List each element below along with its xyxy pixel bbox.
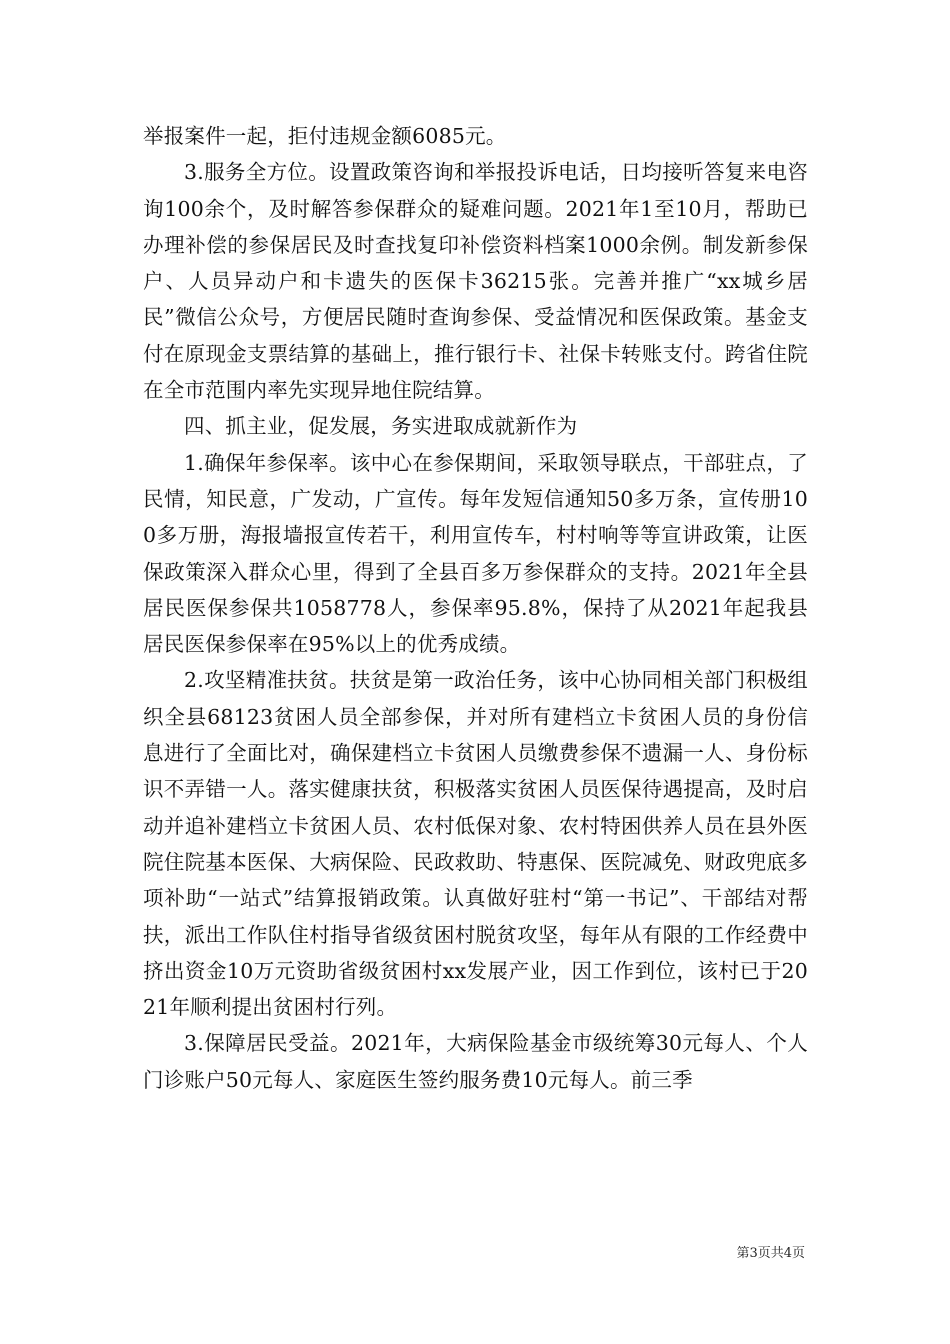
paragraph-continuation: 举报案件一起，拒付违规金额6085元。 — [143, 124, 507, 148]
paragraph-service: 3.服务全方位。设置政策咨询和举报投诉电话，日均接听答复来电咨询100余个，及时解答参保群众的疑难问题。2021年1至10月，帮助已办理补偿的参保居民及时查找复印补偿资料档案1000余例。制发新参保户、人员异动户和卡遗失的医保卡36215张。完善并推广“xx城乡居民”微信公众号，方便居民随时查询参保、受益情况和医保政策。基金支付在原现金支票结算的基础上，推行银行卡、社保卡转账支付。跨省住院在全市范围内率先实现异地住院结算。 — [143, 160, 808, 403]
document-body — [143, 118, 808, 1098]
page-number: 第3页共4页 — [736, 1246, 805, 1261]
section-heading: 四、抓主业，促发展，务实进取成就新作为 — [184, 414, 578, 439]
paragraph-benefit: 3.保障居民受益。2021年，大病保险基金市级统筹30元每人、个人门诊账户50元每人、家庭医生签约服务费10元每人。前三季 — [143, 1031, 808, 1092]
paragraph-enrollment: 1.确保年参保率。该中心在参保期间，采取领导联点，干部驻点，了民情，知民意，广发动，广宣传。每年发短信通知50多万条，宣传册100多万册，海报墙报宣传若干，利用宣传车，村村响等等宣讲政策，让医保政策深入群众心里，得到了全县百多万参保群众的支持。2021年全县居民医保参保共1058778人，参保率95.8%，保持了从2021年起我县居民医保参保率在95%以上的优秀成绩。 — [143, 450, 808, 657]
paragraph-poverty: 2.攻坚精准扶贫。扶贫是第一政治任务，该中心协同相关部门积极组织全县68123贫困人员全部参保，并对所有建档立卡贫困人员的身份信息进行了全面比对，确保建档立卡贫困人员缴费参保不遗漏一人、身份标识不弄错一人。落实健康扶贫，积极落实贫困人员医保待遇提高，及时启动并追补建档立卡贫困人员、农村低保对象、农村特困供养人员在县外医院住院基本医保、大病保险、民政救助、特惠保、医院减免、财政兜底多项补助“一站式”结算报销政策。认真做好驻村“第一书记”、干部结对帮扶，派出工作队住村指导省级贫困村脱贫攻坚，每年从有限的工作经费中挤出资金10万元资助省级贫困村xx发展产业，因工作到位，该村已于2021年顺利提出贫困村行列。 — [143, 668, 808, 1020]
